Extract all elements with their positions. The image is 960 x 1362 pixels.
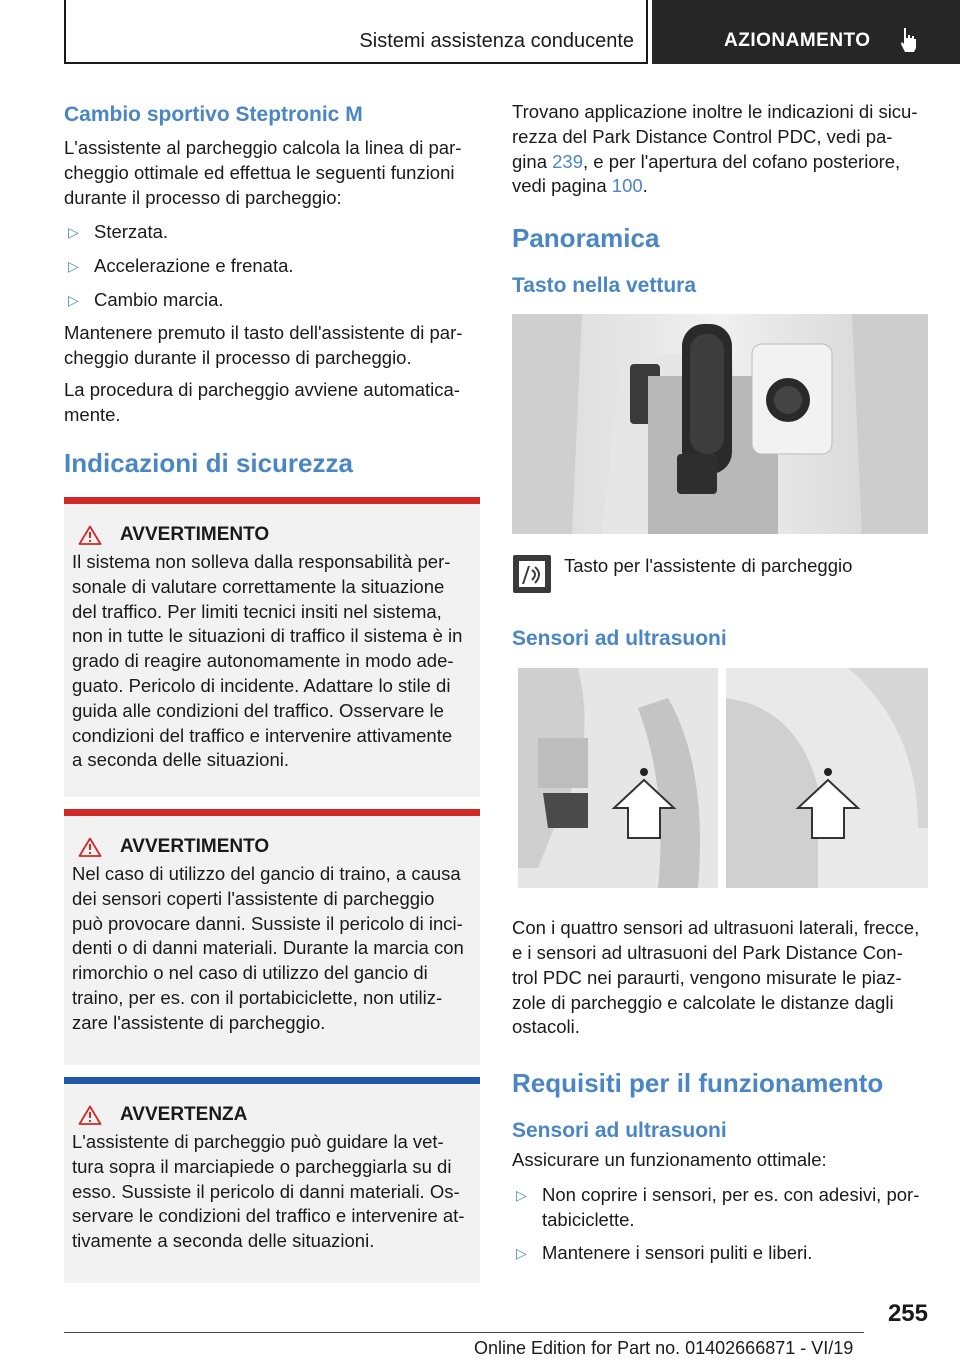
notice-box bbox=[64, 1077, 480, 1283]
section-title-requirements: Requisiti per il funzionamento bbox=[512, 1068, 884, 1099]
warning-triangle-icon bbox=[78, 837, 102, 857]
warning-text-2: Nel caso di utilizzo del gancio di traino, a causa dei sensori coperti l'assistente di parcheggio può provocare danni. Sussiste il pericolo di inci- denti o di danni materiali. Durante la marcia con rimorchio o nel caso di utilizzo del gancio di traino, per es. con il portabiciclette, non utiliz- zare l'assistente di parcheggio. bbox=[72, 862, 464, 1033]
subsection-title-sensors: Sensori ad ultrasuoni bbox=[512, 627, 727, 651]
warning-text-1: Il sistema non solleva dalla responsabilità per- sonale di valutare correttamente la situazione del traffico. Per limiti tecnici insiti nel sistema, non in tutte le situazioni di traffico il sistema è in grado di reagire autonomamente in modo ade- guato. Pericolo di incidente. Adattare lo stile di guida alle condizioni del traffico. Osservare le condizioni del traffico e intervenire attivamente a seconda delle situazioni. bbox=[72, 550, 463, 771]
warning-box-1 bbox=[64, 497, 480, 797]
list-item: ▷ Mantenere i sensori puliti e liberi. bbox=[512, 1241, 928, 1266]
header-chapter-title: AZIONAMENTO bbox=[724, 30, 871, 51]
notice-text: L'assistente di parcheggio può guidare la vet- tura sopra il marciapiede o parcheggiarla su di esso. Sussiste il pericolo di danni materiali. Os- servare le condizioni del traffico e intervenire at- tivamente a seconda delle situazioni. bbox=[72, 1130, 465, 1252]
bullet-triangle-icon: ▷ bbox=[516, 1186, 527, 1203]
parking-assistant-button-icon bbox=[512, 554, 552, 594]
warning-heading: AVVERTIMENTO bbox=[72, 524, 470, 546]
page-number: 255 bbox=[887, 1300, 928, 1327]
bullet-triangle-icon: ▷ bbox=[68, 291, 79, 308]
subsection-title-sensors-2: Sensori ad ultrasuoni bbox=[512, 1119, 727, 1143]
list-item: ▷ Accelerazione e frenata. bbox=[64, 254, 480, 279]
bullet-triangle-icon: ▷ bbox=[68, 224, 79, 241]
section-title-overview: Panoramica bbox=[512, 223, 660, 254]
intro-paragraph: L'assistente al parcheggio calcola la linea di par- cheggio ottimale ed effettua le seguenti funzioni durante il processo di parcheggio: bbox=[64, 137, 462, 208]
bullet-triangle-icon: ▷ bbox=[516, 1244, 527, 1261]
list-item: ▷ Non coprire i sensori, per es. con adesivi, por- tabiciclette. bbox=[512, 1183, 928, 1233]
header-section-box bbox=[64, 0, 648, 64]
list-item: ▷ Sterzata. bbox=[64, 220, 480, 245]
hand-pointer-icon bbox=[896, 26, 920, 54]
page-link-100[interactable]: 100 bbox=[611, 175, 643, 197]
list-item: ▷ Cambio marcia. bbox=[64, 288, 480, 313]
ensure-paragraph: Assicurare un funzionamento ottimale: bbox=[512, 1149, 827, 1171]
bullet-triangle-icon: ▷ bbox=[68, 258, 79, 275]
functions-list bbox=[64, 220, 480, 312]
right-column bbox=[512, 100, 928, 1265]
warning-triangle-icon bbox=[78, 1105, 102, 1125]
header-chapter-box bbox=[652, 0, 960, 64]
paragraph-hold-button: Mantenere premuto il tasto dell'assistente di par- cheggio durante il processo di parcheggio. bbox=[64, 321, 463, 368]
left-column bbox=[64, 100, 480, 1283]
paragraph-automatic: La procedura di parcheggio avviene automatica- mente. bbox=[64, 379, 460, 426]
page-link-239[interactable]: 239 bbox=[552, 150, 583, 172]
subsection-title-button: Tasto nella vettura bbox=[512, 274, 696, 298]
footer-divider bbox=[64, 1332, 864, 1333]
footer-edition: Online Edition for Part no. 01402666871 - VI/19 bbox=[474, 1338, 854, 1358]
warning-triangle-icon bbox=[78, 525, 102, 545]
section-title-safety: Indicazioni di sicurezza bbox=[64, 447, 353, 478]
button-caption: Tasto per l'assistente di parcheggio bbox=[564, 555, 853, 577]
pdc-reference-paragraph: Trovano applicazione inoltre le indicazioni di sicu- rezza del Park Distance Control PDC, vedi pa- gina 239, e per l'apertura del cofano posteriore, vedi pagina 100. bbox=[512, 101, 918, 197]
requirements-list bbox=[512, 1183, 928, 1265]
warning-heading: AVVERTIMENTO bbox=[72, 836, 470, 858]
sensors-paragraph: Con i quattro sensori ad ultrasuoni laterali, frecce, e i sensori ad ultrasuoni del Park Distance Con- trol PDC nei paraurti, vengono misurate le piaz- zole di parcheggio e calcolate le distanze dagli ostacoli. bbox=[512, 917, 920, 1038]
notice-heading: AVVERTENZA bbox=[72, 1104, 470, 1126]
header-section-title: Sistemi assistenza conducente bbox=[359, 30, 634, 52]
warning-box-2 bbox=[64, 809, 480, 1065]
console-photo bbox=[512, 314, 928, 534]
button-legend bbox=[512, 554, 928, 594]
section-title-steptronic: Cambio sportivo Steptronic M bbox=[64, 103, 363, 126]
sensors-photo bbox=[518, 668, 934, 888]
